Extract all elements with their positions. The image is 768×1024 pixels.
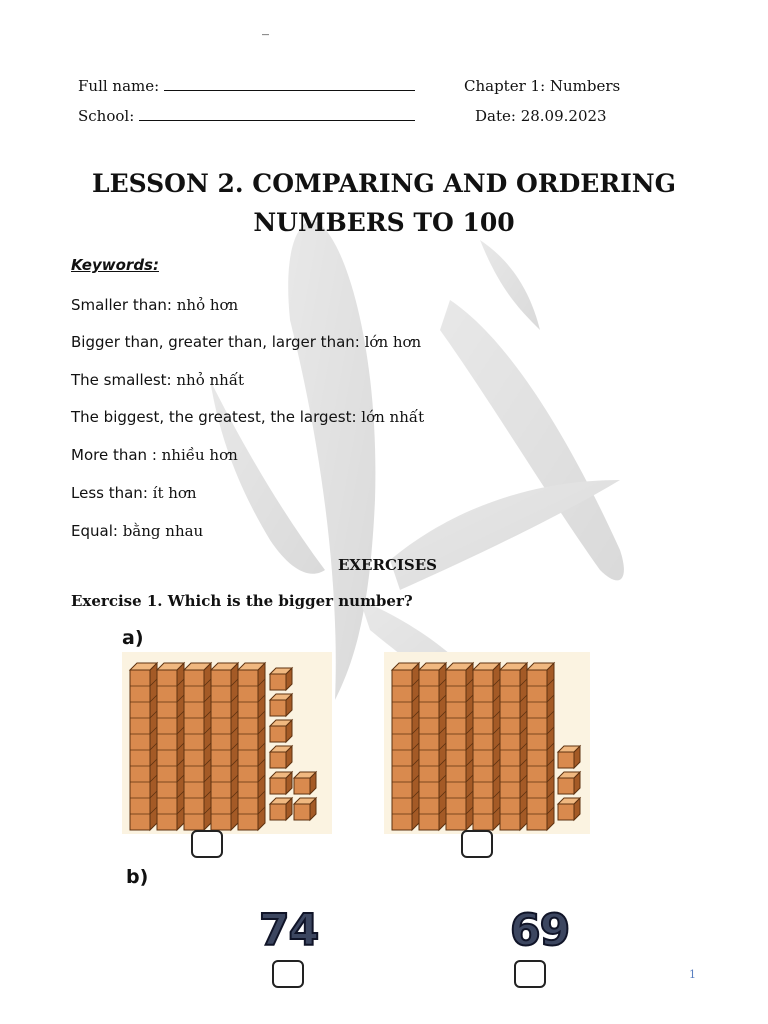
- keyword-term: Equal: [71, 522, 113, 540]
- part-b-label: b): [126, 866, 149, 888]
- keyword-meaning: lớn hơn: [364, 333, 422, 351]
- ten-rod: [211, 663, 238, 830]
- ten-rod: [184, 663, 211, 830]
- keywords-heading: Keywords:: [71, 256, 159, 274]
- one-cube: [558, 798, 580, 820]
- keyword-item: [71, 444, 238, 466]
- one-cube: [270, 720, 292, 742]
- keyword-term: Bigger than, greater than, larger than: [71, 333, 355, 351]
- answer-box-a-left[interactable]: [191, 830, 223, 858]
- one-cube: [294, 772, 316, 794]
- keyword-meaning: nhỏ nhất: [176, 371, 245, 389]
- school-field: [78, 106, 415, 126]
- lesson-title-line-2: NUMBERS TO 100: [253, 208, 515, 237]
- full-name-label: Full name:: [78, 77, 160, 95]
- ten-rod: [473, 663, 500, 830]
- one-cube: [270, 798, 292, 820]
- keyword-item: [71, 482, 197, 504]
- top-mark: _: [262, 20, 269, 36]
- keyword-term: Less than: [71, 484, 143, 502]
- number-right: 69: [510, 905, 570, 956]
- part-a-label: a): [122, 627, 144, 649]
- one-cube: [270, 694, 292, 716]
- ten-rod: [157, 663, 184, 830]
- ten-rod: [419, 663, 446, 830]
- ten-rod: [392, 663, 419, 830]
- exercise-1-prompt: Exercise 1. Which is the bigger number?: [71, 592, 413, 610]
- page-number: 1: [689, 968, 696, 981]
- keyword-separator: :: [147, 446, 162, 464]
- keyword-meaning: nhỏ hơn: [176, 296, 239, 314]
- keyword-item: [71, 520, 203, 542]
- ten-rod: [500, 663, 527, 830]
- keyword-term: More than: [71, 446, 148, 464]
- one-cube: [558, 746, 580, 768]
- keyword-separator: :: [166, 296, 177, 314]
- chapter-label: Chapter 1: Numbers: [464, 77, 621, 95]
- school-blank-line: [139, 106, 415, 121]
- keyword-separator: :: [142, 484, 153, 502]
- ten-rod: [527, 663, 554, 830]
- full-name-field: [78, 76, 415, 96]
- keyword-term: Smaller than: [71, 296, 167, 314]
- keyword-item: [71, 406, 424, 428]
- one-cube: [270, 668, 292, 690]
- answer-box-b-left[interactable]: [272, 960, 304, 988]
- full-name-blank-line: [164, 76, 415, 91]
- keyword-term: The smallest: [71, 371, 167, 389]
- number-left: 74: [259, 905, 319, 956]
- base-ten-blocks-left: [122, 652, 332, 834]
- keyword-item: [71, 369, 244, 391]
- ten-rod: [130, 663, 157, 830]
- keyword-meaning: lớn nhất: [361, 408, 425, 426]
- base-ten-blocks-right: [384, 652, 590, 834]
- lesson-title-line-1: LESSON 2. COMPARING AND ORDERING: [91, 169, 677, 198]
- keyword-separator: :: [354, 333, 365, 351]
- one-cube: [270, 746, 292, 768]
- school-label: School:: [78, 107, 135, 125]
- keyword-item: [71, 331, 421, 353]
- keyword-separator: :: [351, 408, 362, 426]
- one-cube: [270, 772, 292, 794]
- exercises-heading: EXERCISES: [337, 556, 438, 574]
- keyword-meaning: nhiều hơn: [161, 446, 238, 464]
- ten-rod: [446, 663, 473, 830]
- keyword-meaning: ít hơn: [152, 484, 197, 502]
- one-cube: [558, 772, 580, 794]
- keyword-meaning: bằng nhau: [122, 522, 204, 540]
- keyword-item: [71, 294, 238, 316]
- answer-box-b-right[interactable]: [514, 960, 546, 988]
- keyword-term: The biggest, the greatest, the largest: [71, 408, 352, 426]
- answer-box-a-right[interactable]: [461, 830, 493, 858]
- date-label: Date: 28.09.2023: [475, 107, 607, 125]
- ten-rod: [238, 663, 265, 830]
- keyword-separator: :: [166, 371, 177, 389]
- one-cube: [294, 798, 316, 820]
- keyword-separator: :: [112, 522, 123, 540]
